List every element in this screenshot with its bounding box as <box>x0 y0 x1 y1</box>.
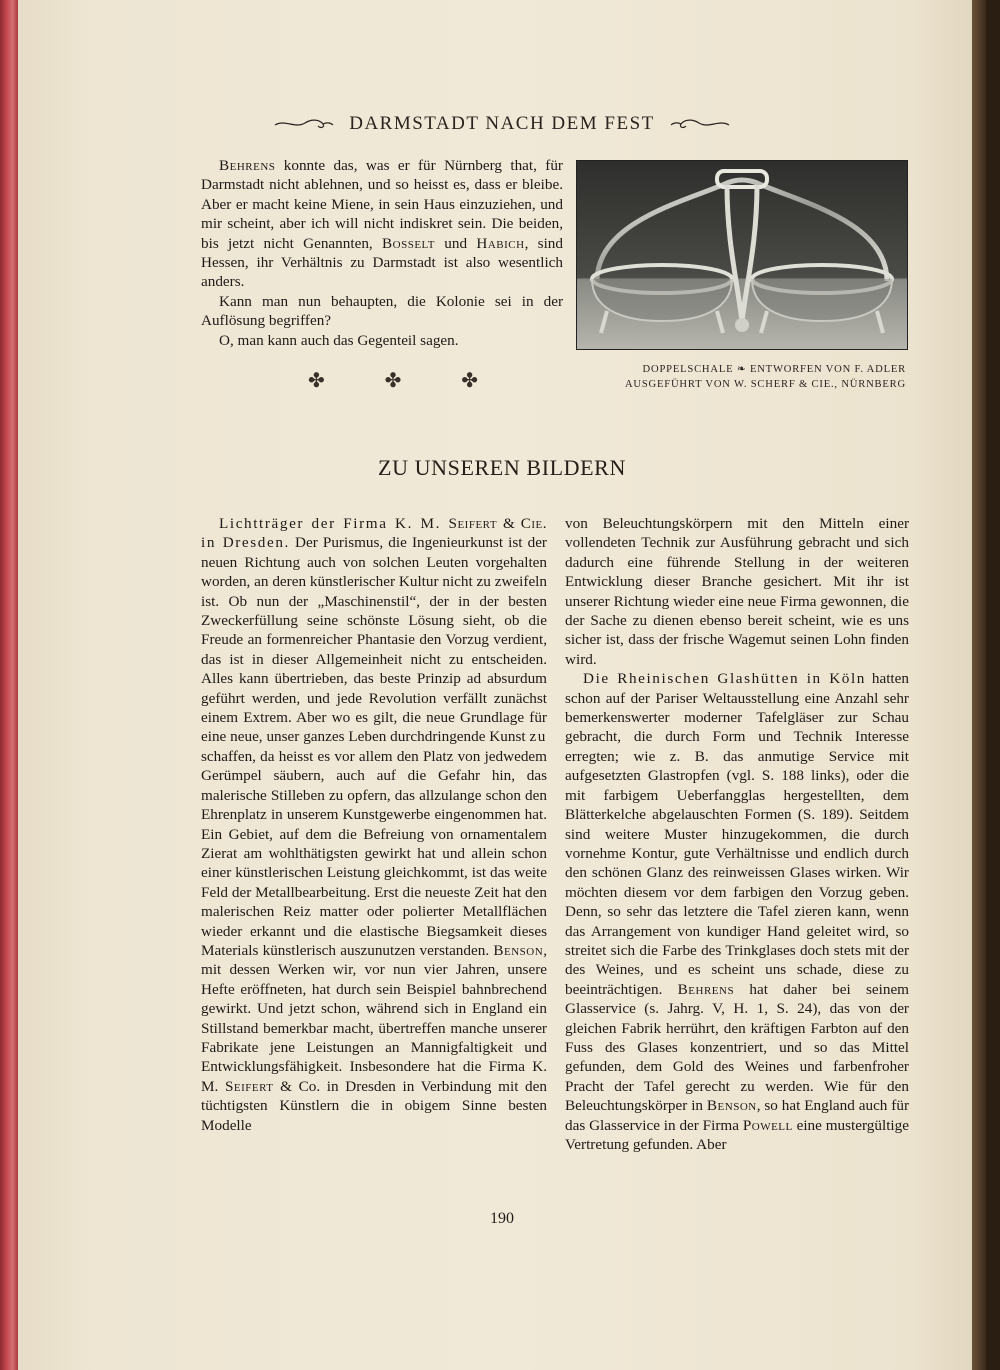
name-seifert: Seifert <box>448 515 498 532</box>
caption-line-2: AUSGEFÜHRT VON W. SCHERF & CIE., NÜRNBERG <box>624 379 906 390</box>
page-number: 190 <box>490 1210 514 1227</box>
book-binding-edge <box>0 0 18 1370</box>
body-text-run: , mit dessen Werken wir, vor nun vier Jahren, unsere Hefte eröffneten, hat durch sein Beispiel bahnbrechend gewirkt. Und jetzt schon, während sich in England ein Stillstand bemerkbar macht, übertreffen manche unserer Fabrikate jene Leistungen an Mannigfaltigkeit und Entwicklungsfähigkeit. Insbesondere hat die Firma K. M. <box>201 941 547 1095</box>
right-paragraph-2 <box>565 669 909 1154</box>
body-text-run: hat daher bei seinem Glasservice (s. Jahrg. V, H. 1, S. 24), das von der gleichen Fabrik herrührt, den kräftigen Farbton auf den Fuss des Glases konzentriert, und so das Mittel gefunden, dem Gold des Weines und farbenfroher Pracht der Tafel gerecht zu werden. Wie für den Beleuchtungskörper in <box>565 980 909 1115</box>
body-text-run: hatten schon auf der Pariser Weltausstellung eine Anzahl sehr bemerkenswerter moderner Tafelgläser zur Schau gebracht, die durch Form und Technik Interesse erregten; wie z. B. das anmutige Service mit aufgesetzten Glastropfen (vgl. S. 188 links), oder die mit farbigem Ueberfangglas hergestellten, dem Blätterkelche abgelauschten Formen (S. 189). Seitdem sind weitere Muster hinzugekommen, die durch vornehme Kontur, gute Verhältnisse und endlich durch den schönen Glanz des reinweissen Glases wirken. Wir möchten diesem vor dem farbigen den Vorzug geben. Denn, so sehr das letztere die Tafel zieren kann, wenn das Arrangement von kundiger Hand geleitet wird, so streitet sich die Farbe des Trinkglases doch stets mit der des Weines, und es scheint uns schade, diese zu beeinträchtigen. <box>565 670 909 998</box>
intro-text-run: konnte das, was er für Nürnberg that, für Darmstadt nicht ablehnen, und so heisst es, dass er bleibe. Aber er macht keine Miene, in sein Haus einzuziehen, und mir scheint, aber ich will nicht indiskret sein. Die beiden, bis jetzt nicht Genannten, <box>201 157 563 252</box>
ampersand: & <box>497 515 521 532</box>
section-heading: ZU UNSEREN BILDERN <box>378 455 626 480</box>
left-paragraph-1 <box>201 514 547 1135</box>
intro-text-run: , sind Hessen, ihr Verhältnis zu Darmstadt ist also wesentlich anders. <box>201 234 563 291</box>
left-flourish-icon <box>273 117 335 131</box>
section-divider <box>308 368 478 394</box>
lead-phrase-location: in Dresden. <box>201 534 290 552</box>
name-seifert-2: Seifert <box>224 1077 274 1095</box>
name-bosselt: Bosselt <box>382 234 435 252</box>
name-behrens-2: Behrens <box>677 980 735 998</box>
page-edge-shadow <box>972 0 986 1370</box>
divider-ornament-icon: ✤ <box>308 370 325 392</box>
lead-phrase: Die Rheinischen Glashütten in Köln <box>583 670 866 688</box>
intro-text-run: und <box>434 234 477 252</box>
name-benson: Benson <box>493 941 544 959</box>
name-cie: Cie. <box>520 515 547 532</box>
divider-ornament-icon: ✤ <box>461 370 478 392</box>
intro-paragraph-3: O, man kann auch das Gegenteil sagen. <box>219 331 459 349</box>
name-powell: Powell <box>742 1116 793 1134</box>
right-paragraph-1: von Beleuchtungskörpern mit den Mitteln einer vollendeten Technik zur Ausführung gebracht und sich dadurch eine führende Stellung in der weiteren Entwicklung dieser Branche gesichert. Mit ihr ist unserer Richtung wieder eine neue Firma gewonnen, die der Sache zu dienen ebenso bereit scheint, wie es uns sicher ist, dass der frische Wagemut seinen Lohn finden wird. <box>565 515 909 668</box>
name-behrens: Behrens <box>219 157 276 174</box>
intro-paragraph-1 <box>201 156 563 292</box>
body-text-run: eine mustergültige Vertretung gefunden. Aber <box>565 1116 909 1153</box>
running-head-title: DARMSTADT NACH DEM FEST <box>349 112 655 134</box>
left-column <box>201 514 547 1135</box>
intro-text <box>201 156 563 350</box>
book-page <box>18 0 986 1370</box>
body-text-run: & Co. in Dresden in Verbindung mit den tüchtigsten Künstlern die in obigem Sinne besten Modelle <box>201 1077 547 1134</box>
divider-ornament-icon: ✤ <box>384 370 402 392</box>
intro-paragraph-2: Kann man nun behaupten, die Kolonie sei in der Auflösung begriffen? <box>201 292 563 330</box>
right-flourish-icon <box>669 117 731 131</box>
body-text-run: , so hat England auch für das Glasservice in der Firma <box>565 1097 909 1134</box>
lead-phrase: Lichtträger der Firma K. M. <box>219 515 449 532</box>
double-bowl-photo-icon <box>577 161 907 349</box>
body-text-run: Der Purismus, die Ingenieurkunst ist der neuen Richtung auch von solchen Leuten vorgehalten worden, an deren künstlerischer Kultur nicht zu zweifeln ist. Ob nun der „Maschinenstil“, der in der besten Zweckerfüllung seine schönste Lösung sieht, ob die Freude an formenreicher Phantasie den Vorzug verdient, das ist in dieser Allgemeinheit nicht zu entscheiden. Alles kann übertrieben, das beste Prinzip ad absurdum geführt werden, und jede Revolution verfällt zunächst einem Extrem. Aber wo es gilt, die neue Grundlage für eine neue, unser ganzes Leben durchdringende Kunst <box>201 534 547 746</box>
figure-caption <box>566 362 906 392</box>
caption-line-1: DOPPELSCHALE ❧ ENTWORFEN VON F. ADLER <box>642 364 906 375</box>
emphasis-zu: zu <box>529 728 547 746</box>
name-benson-2: Benson <box>706 1097 757 1115</box>
running-head <box>18 112 986 140</box>
name-habich: Habich <box>476 234 525 252</box>
right-column <box>565 514 909 1154</box>
figure-photo <box>576 160 908 350</box>
body-text-run: schaffen, da heisst es vor allem den Platz von jedwedem Gerümpel säubern, auch auf die Gefahr hin, das malerische Stilleben zu opfern, das allzulange schon den Ehrenplatz in unserem Kunstgewerbe eingenommen hat. Ein Gebiet, auf dem die Befreiung von ornamentalem Zierat am wohlthätigsten gewirkt hat und allein schon einer künstlerischen Leistung gleichkommt, ist das weite Feld der Metallbearbeitung. Erst die neueste Zeit hat den malerischen Reiz matter oder polierter Metallflächen wieder erkannt und die elastische Biegsamkeit dieses Materials künstlerisch auszunutzen verstanden. <box>201 747 547 959</box>
